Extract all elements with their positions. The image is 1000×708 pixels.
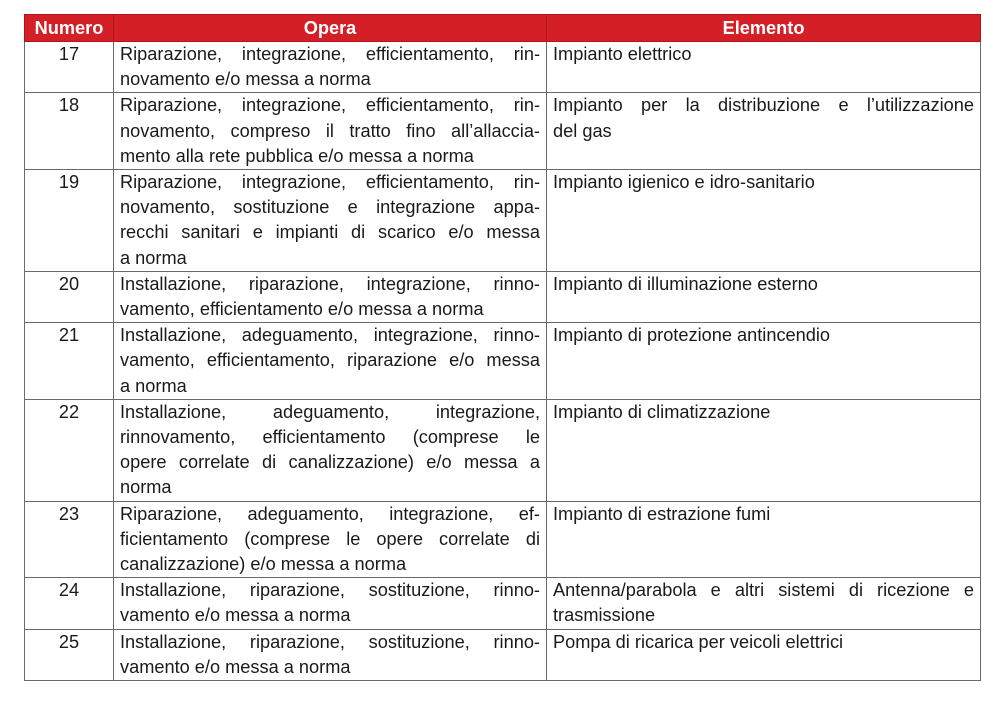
cell-elemento (547, 42, 981, 93)
table-header (25, 15, 981, 42)
table-row (25, 399, 981, 501)
cell-opera (114, 578, 547, 629)
table-row (25, 271, 981, 322)
cell-numero: 17 (25, 42, 114, 93)
opera-line: vamento e/o messa a norma (120, 656, 351, 677)
cell-opera (114, 93, 547, 170)
cell-opera (114, 271, 547, 322)
opera-line: ficientamento (comprese le opere correlate di (120, 528, 540, 549)
cell-numero: 24 (25, 578, 114, 629)
elemento-line: Impianto di estrazione fumi (553, 503, 771, 524)
opera-line: recchi sanitari e impianti di scarico e/o messa (120, 222, 540, 243)
opera-line: Riparazione, integrazione, efficientamento, rin- (120, 172, 540, 193)
cell-elemento (547, 323, 981, 400)
table-row (25, 501, 981, 578)
elemento-line: Impianto di climatizzazione (553, 401, 771, 422)
cell-opera (114, 170, 547, 272)
opera-line: canalizzazione) e/o messa a norma (120, 554, 407, 575)
cell-opera (114, 629, 547, 680)
cell-elemento (547, 93, 981, 170)
elemento-line: Pompa di ricarica per veicoli elettrici (553, 631, 844, 652)
cell-numero: 22 (25, 399, 114, 501)
opera-line: Installazione, adeguamento, integrazione, rinno- (120, 325, 540, 346)
opera-line: novamento, compreso il tratto fino all’allaccia- (120, 120, 540, 141)
table-row (25, 323, 981, 400)
header-row (25, 15, 981, 42)
cell-elemento (547, 271, 981, 322)
opera-line: norma (120, 477, 172, 498)
elemento-line: trasmissione (553, 605, 656, 626)
cell-numero: 18 (25, 93, 114, 170)
cell-elemento (547, 629, 981, 680)
table-row (25, 93, 981, 170)
header-elemento: Elemento (547, 15, 981, 42)
opera-line: Riparazione, integrazione, efficientamento, rin- (120, 95, 540, 116)
cell-opera (114, 42, 547, 93)
header-opera: Opera (114, 15, 547, 42)
table-row (25, 578, 981, 629)
cell-elemento (547, 501, 981, 578)
cell-numero: 25 (25, 629, 114, 680)
opera-line: mento alla rete pubblica e/o messa a norma (120, 145, 474, 166)
cell-opera (114, 399, 547, 501)
opera-line: Riparazione, integrazione, efficientamento, rin- (120, 44, 540, 64)
elemento-line: Impianto di illuminazione esterno (553, 273, 818, 294)
cell-numero: 20 (25, 271, 114, 322)
cell-numero: 21 (25, 323, 114, 400)
opera-line: novamento e/o messa a norma (120, 69, 371, 90)
elemento-line: Impianto per la distribuzione e l’utilizzazione (553, 95, 974, 116)
works-table (24, 14, 981, 681)
opera-line: rinnovamento, efficientamento (comprese le (120, 427, 540, 448)
table-row (25, 629, 981, 680)
opera-line: Installazione, adeguamento, integrazione, (120, 401, 540, 422)
elemento-line: Impianto di protezione antincendio (553, 325, 831, 346)
elemento-line: Impianto igienico e idro-sanitario (553, 172, 815, 193)
table-body (25, 42, 981, 681)
cell-numero: 19 (25, 170, 114, 272)
cell-elemento (547, 170, 981, 272)
opera-line: vamento e/o messa a norma (120, 605, 351, 626)
opera-line: Installazione, riparazione, integrazione, rinno- (120, 273, 540, 294)
cell-opera (114, 323, 547, 400)
cell-opera (114, 501, 547, 578)
header-numero: Numero (25, 15, 114, 42)
elemento-line: Antenna/parabola e altri sistemi di ricezione e (553, 580, 974, 601)
opera-line: a norma (120, 375, 187, 396)
cell-numero: 23 (25, 501, 114, 578)
opera-line: novamento, sostituzione e integrazione appa- (120, 197, 540, 218)
table-row (25, 42, 981, 93)
cell-elemento (547, 578, 981, 629)
elemento-line: del gas (553, 120, 612, 141)
opera-line: Installazione, riparazione, sostituzione, rinno- (120, 580, 540, 601)
elemento-line: Impianto elettrico (553, 44, 692, 64)
opera-line: a norma (120, 247, 187, 268)
opera-line: vamento, efficientamento e/o messa a norma (120, 299, 484, 320)
table-row (25, 170, 981, 272)
cell-elemento (547, 399, 981, 501)
opera-line: Riparazione, adeguamento, integrazione, ef- (120, 503, 540, 524)
opera-line: opere correlate di canalizzazione) e/o messa a (120, 452, 540, 473)
opera-line: vamento, efficientamento, riparazione e/o messa (120, 350, 540, 371)
opera-line: Installazione, riparazione, sostituzione, rinno- (120, 631, 540, 652)
